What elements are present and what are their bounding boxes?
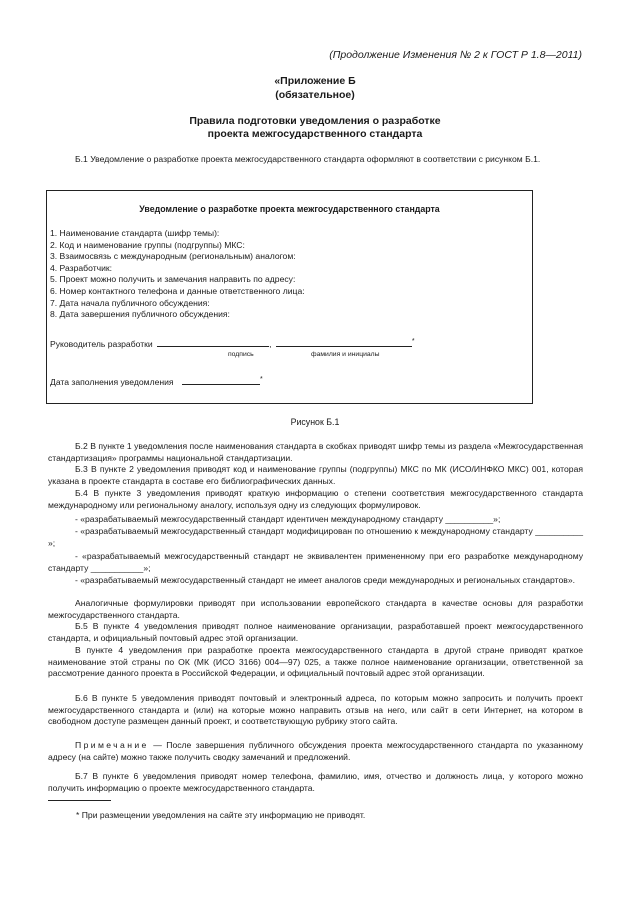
intro-paragraph: Б.1 Уведомление о разработке проекта межгосударственного стандарта оформляют в соответствии с рисунком Б.1. — [75, 154, 541, 164]
paragraph-b5: Б.5 В пункте 4 уведомления приводят полное наименование организации, разработавшей проект межгосударственного стандарта, и официальный почтовый адрес этой организации. — [48, 621, 583, 643]
appendix-heading — [0, 74, 630, 102]
continuation-header: (Продолжение Изменения № 2 к ГОСТ Р 1.8—2011) — [329, 49, 582, 61]
section-title — [0, 115, 630, 141]
form-title: Уведомление о разработке проекта межгосударственного стандарта — [139, 204, 440, 214]
form-items-list — [50, 228, 305, 321]
form-item: 5. Проект можно получить и замечания направить по адресу: — [50, 274, 296, 285]
name-blank — [276, 337, 412, 347]
appendix-status: (обязательное) — [275, 89, 355, 101]
option-not-equivalent: - «разрабатываемый межгосударственный стандарт не эквивалентен примененному при его разработке международному стандарту ___________»; — [48, 551, 583, 573]
date-blank — [182, 375, 260, 385]
footnote: * При размещении уведомления на сайте эту информацию не приводят. — [76, 810, 366, 820]
section-title-line2: проекта межгосударственного стандарта — [207, 128, 423, 140]
form-item: 2. Код и наименование группы (подгруппы) МКС: — [50, 239, 245, 250]
note-paragraph — [48, 740, 583, 763]
paragraph-b3: Б.3 В пункте 2 уведомления приводят код и наименование группы (подгруппы) МКС по МК (ИСО/ИНФКО МКС) 001, которая указана в проекте стандарта в составе его библиографических данных. — [48, 464, 583, 486]
footnote-mark: * — [259, 376, 263, 384]
option-no-analogues: - «разрабатываемый межгосударственный стандарт не имеет аналогов среди международных и региональных стандартов». — [75, 575, 575, 585]
note-label: Примечание — [75, 740, 149, 750]
signature-line: Руководитель разработки , * — [50, 338, 415, 349]
footnote-divider — [48, 800, 111, 801]
paragraph-b2: Б.2 В пункте 1 уведомления после наименования стандарта в скобках приводят шифр темы из раздела «Межгосударственная стандартизация» программы национальной стандартизации. — [48, 441, 583, 463]
note-text: — После завершения публичного обсуждения проекта межгосударственного стандарта по указанному адресу (на сайте) можно также получить сводку замечаний и предложений. — [48, 740, 583, 762]
figure-caption: Рисунок Б.1 — [290, 417, 340, 427]
form-item: 4. Разработчик: — [50, 262, 113, 273]
footnote-mark: * — [411, 338, 415, 346]
name-caption: фамилия и инициалы — [311, 351, 380, 358]
form-item: 1. Наименование стандарта (шифр темы): — [50, 228, 220, 238]
appendix-title: «Приложение Б — [274, 75, 356, 87]
form-item: 3. Взаимосвязь с международным (региональным) аналогом: — [50, 251, 296, 262]
date-label: Дата заполнения уведомления — [50, 377, 174, 387]
form-item: 7. Дата начала публичного обсуждения: — [50, 297, 210, 308]
form-item: 8. Дата завершения публичного обсуждения: — [50, 309, 230, 320]
paragraph-b5-continued: В пункте 4 уведомления при разработке проекта межгосударственного стандарта в другой стране приводят краткое наименование этой страны по ОК (МК (ИСО 3166) 004—97) 025, а также полное наименование организации, ответственной за рассмотрение данного проекта в Российской Федерации, и официальный почтовый адрес этой организации. — [48, 645, 583, 679]
signature-blank — [157, 337, 269, 347]
option-modified: - «разрабатываемый межгосударственный стандарт модифицирован по отношению к международному стандарту __________ »; — [48, 526, 583, 548]
option-identical: - «разрабатываемый межгосударственный стандарт идентичен международному стандарту __________»; — [75, 514, 501, 524]
signature-caption: подпись — [228, 351, 254, 358]
section-title-line1: Правила подготовки уведомления о разработке — [189, 115, 441, 127]
form-item: 6. Номер контактного телефона и данные ответственного лица: — [50, 285, 305, 296]
paragraph-b4: Б.4 В пункте 3 уведомления приводят краткую информацию о степени соответствия межгосударственного стандарта международному или региональному аналогу, используя одну из следующих формулировок. — [48, 488, 583, 510]
signature-label: Руководитель разработки — [50, 339, 153, 349]
paragraph-b6: Б.6 В пункте 5 уведомления приводят почтовый и электронный адреса, по которым можно запросить и получить проект межгосударственного стандарта и (или) на которые можно направить отзыв на него, или сайт в сети Интернет, на котором в свободном доступе размещен данный проект, и соответствующую рубрику этого сайта. — [48, 693, 583, 727]
notification-form-figure — [46, 190, 533, 404]
paragraph-european-note: Аналогичные формулировки приводят при использовании европейского стандарта в качестве основы для разработки межгосударственного стандарта. — [48, 598, 583, 620]
paragraph-b7: Б.7 В пункте 6 уведомления приводят номер телефона, фамилию, имя, отчество и должность лица, у которого можно получить информацию о проекте межгосударственного стандарта. — [48, 771, 583, 793]
date-line — [50, 375, 263, 387]
